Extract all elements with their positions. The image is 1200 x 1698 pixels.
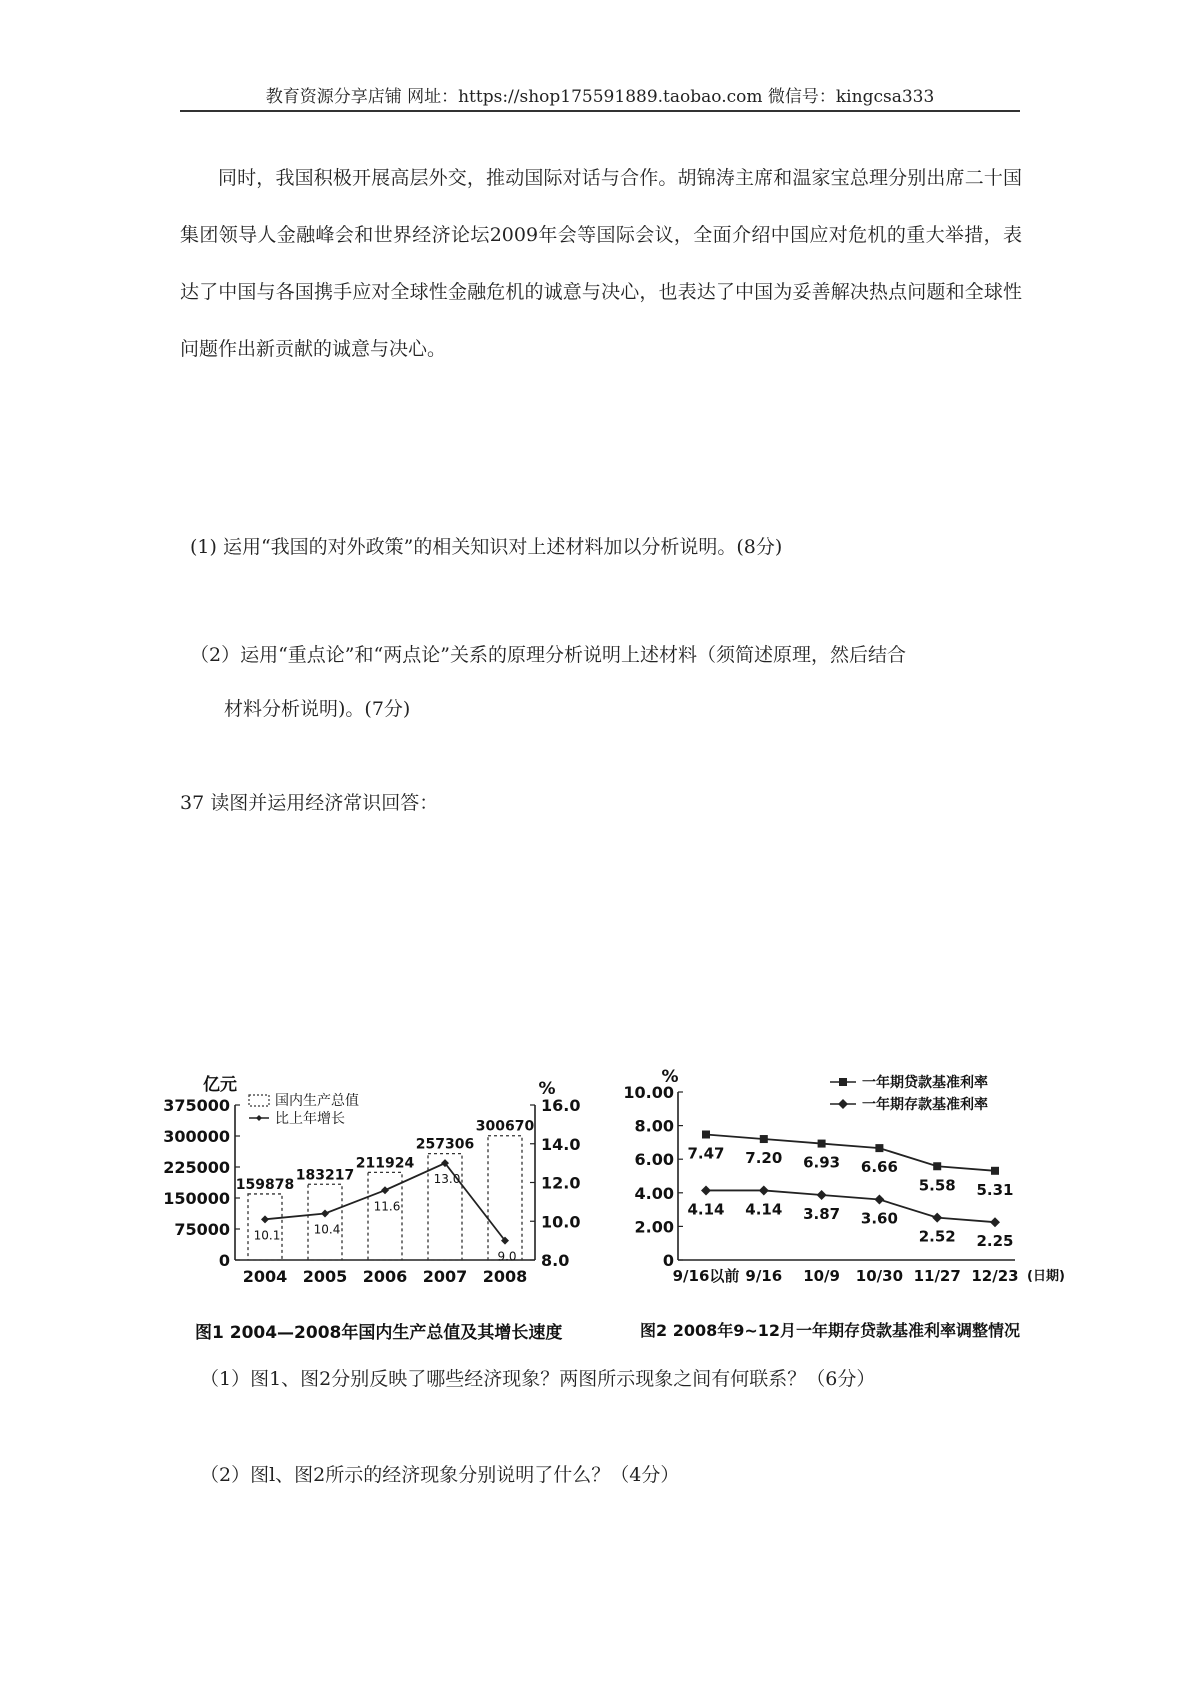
growth-label: 10.1 bbox=[253, 1228, 281, 1243]
growth-label: 13.0 bbox=[433, 1172, 461, 1187]
y-tick-label: 4.00 bbox=[634, 1183, 674, 1203]
deposit-rate-point bbox=[990, 1217, 1000, 1227]
legend-line-marker bbox=[256, 1115, 262, 1121]
legend-deposit-label: 一年期存款基准利率 bbox=[862, 1097, 988, 1113]
legend-bar-swatch bbox=[249, 1095, 269, 1106]
loan-rate-label: 7.20 bbox=[745, 1149, 783, 1168]
y-tick-label: 2.00 bbox=[634, 1217, 674, 1237]
question-37-1: （1）图1、图2分别反映了哪些经济现象？两图所示现象之间有何联系？（6分） bbox=[200, 1368, 876, 1390]
gdp-bar-label: 300670 bbox=[475, 1118, 535, 1135]
y-tick-label-right: 16.0 bbox=[541, 1096, 581, 1115]
y-tick-label-right: 12.0 bbox=[541, 1173, 581, 1193]
deposit-rate-label: 3.60 bbox=[860, 1209, 898, 1228]
gdp-bar-label: 159878 bbox=[235, 1176, 295, 1193]
loan-rate-point bbox=[818, 1140, 826, 1148]
loan-rate-label: 5.31 bbox=[976, 1180, 1014, 1199]
question-36-2-line2: 材料分析说明)。(7分) bbox=[224, 698, 411, 720]
growth-point bbox=[321, 1210, 329, 1218]
page-header: 教育资源分享店铺 网址：https://shop175591889.taobao.com 微信号：kingcsa333 bbox=[265, 87, 935, 107]
x-tick-label: 11/27 bbox=[913, 1267, 961, 1285]
loan-rate-label: 6.93 bbox=[803, 1153, 841, 1172]
question-37: 37 读图并运用经济常识回答： bbox=[180, 792, 439, 814]
deposit-rate-point bbox=[817, 1190, 827, 1200]
x-tick-label: 9/16以前 bbox=[672, 1267, 740, 1285]
legend-loan-label: 一年期贷款基准利率 bbox=[862, 1075, 988, 1091]
x-tick-label: 10/30 bbox=[855, 1267, 904, 1285]
figure-2-interest-rate-chart bbox=[623, 1060, 1090, 1315]
legend-bar-label: 国内生产总值 bbox=[275, 1093, 359, 1109]
question-36-2-line1: （2）运用“重点论”和“两点论”关系的原理分析说明上述材料（须简述原理，然后结合 bbox=[190, 644, 906, 666]
y-tick-label-left: 75000 bbox=[174, 1220, 230, 1239]
x-tick-label: 2006 bbox=[362, 1267, 408, 1286]
material-paragraph: 同时，我国积极开展高层外交，推动国际对话与合作。胡锦涛主席和温家宝总理分别出席二十国集团领导人金融峰会和世界经济论坛2009年会等国际会议，全面介绍中国应对危机的重大举措，表达了中国与各国携手应对全球性金融危机的诚意与决心，也表达了中国为妥善解决热点问题和全球性问题作出新贡献的诚意与决心。 bbox=[180, 167, 1022, 360]
y-tick-label: 0 bbox=[662, 1251, 674, 1270]
deposit-rate-point bbox=[874, 1195, 884, 1205]
y-tick-label: 10.00 bbox=[623, 1083, 674, 1102]
x-tick-label: 9/16 bbox=[745, 1267, 783, 1285]
x-axis-unit: (日期) bbox=[1027, 1269, 1065, 1284]
y-tick-label-left: 0 bbox=[218, 1251, 230, 1270]
deposit-rate-label: 3.87 bbox=[803, 1204, 841, 1223]
deposit-rate-point bbox=[759, 1185, 769, 1195]
y-tick-label-right: 14.0 bbox=[541, 1134, 581, 1154]
deposit-rate-point bbox=[932, 1213, 942, 1223]
growth-label: 10.4 bbox=[313, 1222, 341, 1237]
loan-rate-point bbox=[702, 1131, 710, 1139]
gdp-bar-label: 211924 bbox=[355, 1155, 415, 1172]
x-tick-label: 2004 bbox=[242, 1267, 288, 1286]
question-36-1: (1) 运用“我国的对外政策”的相关知识对上述材料加以分析说明。(8分) bbox=[190, 536, 783, 558]
gdp-bar bbox=[248, 1194, 282, 1260]
loan-rate-label: 5.58 bbox=[918, 1176, 956, 1195]
y-tick-label-left: 150000 bbox=[163, 1189, 230, 1208]
y-axis-unit-right: % bbox=[538, 1079, 556, 1099]
figure-1-caption: 图1 2004—2008年国内生产总值及其增长速度 bbox=[195, 1323, 563, 1343]
y-tick-label-right: 8.0 bbox=[541, 1251, 570, 1270]
y-axis-unit: % bbox=[661, 1067, 679, 1087]
loan-rate-point bbox=[933, 1162, 941, 1170]
gdp-bar-label: 183217 bbox=[295, 1167, 355, 1184]
x-tick-label: 2005 bbox=[302, 1267, 348, 1286]
y-tick-label-left: 300000 bbox=[163, 1127, 230, 1146]
gdp-bar bbox=[428, 1154, 462, 1260]
y-tick-label: 6.00 bbox=[634, 1150, 674, 1170]
growth-point bbox=[261, 1215, 269, 1223]
loan-rate-label: 7.47 bbox=[687, 1144, 725, 1163]
deposit-rate-point bbox=[701, 1185, 711, 1195]
x-tick-label: 2007 bbox=[422, 1267, 468, 1286]
x-tick-label: 12/23 bbox=[971, 1267, 1019, 1285]
loan-rate-point bbox=[760, 1135, 768, 1143]
gdp-bar-label: 257306 bbox=[415, 1136, 475, 1153]
deposit-rate-label: 4.14 bbox=[687, 1200, 725, 1219]
question-37-2: （2）图l、图2所示的经济现象分别说明了什么？（4分） bbox=[200, 1464, 680, 1486]
loan-rate-label: 6.66 bbox=[860, 1158, 898, 1177]
y-tick-label-left: 225000 bbox=[163, 1158, 230, 1177]
legend-loan-marker bbox=[839, 1078, 847, 1086]
y-axis-unit-left: 亿元 bbox=[203, 1075, 237, 1095]
growth-label: 11.6 bbox=[373, 1199, 401, 1214]
deposit-rate-label: 2.25 bbox=[976, 1232, 1014, 1251]
deposit-rate-label: 4.14 bbox=[745, 1200, 783, 1219]
figure-2-caption: 图2 2008年9~12月一年期存贷款基准利率调整情况 bbox=[640, 1321, 1021, 1340]
growth-point bbox=[381, 1186, 389, 1194]
loan-rate-point bbox=[991, 1167, 999, 1175]
x-tick-label: 10/9 bbox=[803, 1267, 840, 1285]
question-36-2 bbox=[190, 628, 1020, 736]
loan-rate-point bbox=[875, 1144, 883, 1152]
growth-label: 9.0 bbox=[497, 1249, 517, 1264]
y-tick-label: 8.00 bbox=[634, 1116, 674, 1136]
figure-1-gdp-chart bbox=[163, 1060, 615, 1315]
deposit-rate-label: 2.52 bbox=[918, 1227, 956, 1246]
legend-deposit-marker bbox=[838, 1099, 848, 1109]
header-rule bbox=[180, 110, 1020, 112]
legend-line-label: 比上年增长 bbox=[275, 1111, 345, 1127]
y-tick-label-right: 10.0 bbox=[541, 1212, 581, 1232]
x-tick-label: 2008 bbox=[482, 1267, 528, 1286]
y-tick-label-left: 375000 bbox=[163, 1096, 230, 1115]
